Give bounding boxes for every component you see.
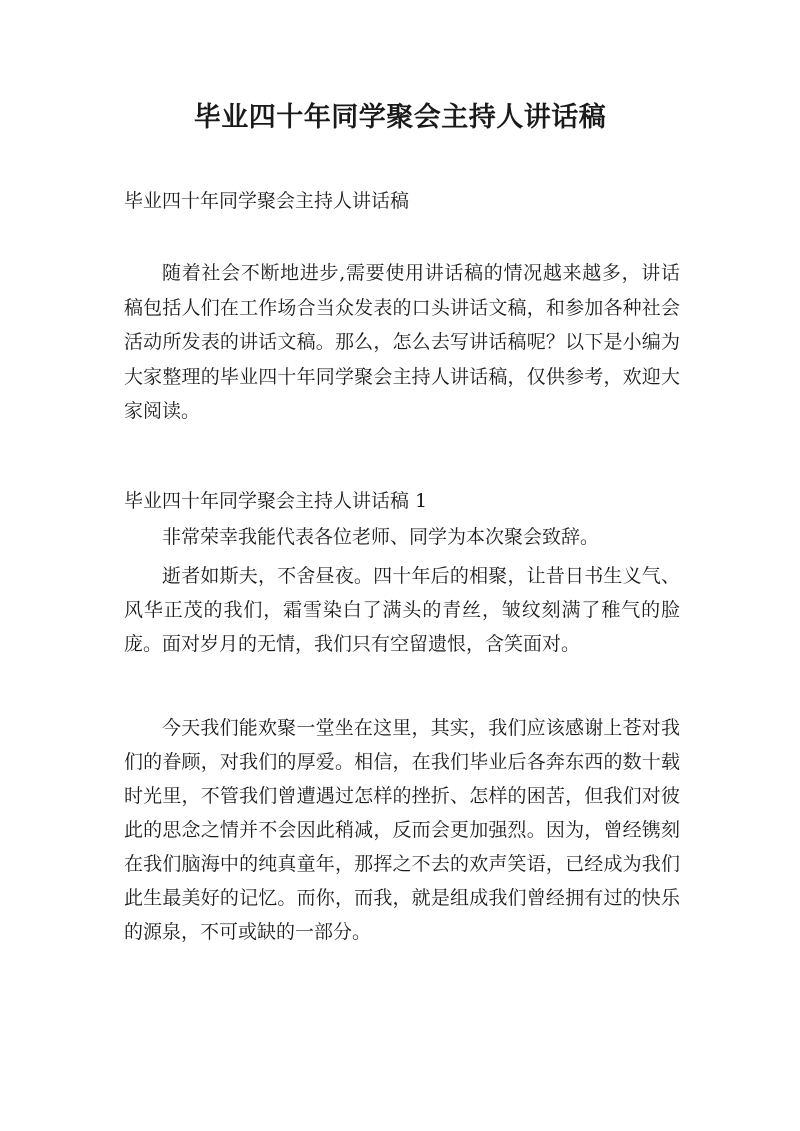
document-subtitle: 毕业四十年同学聚会主持人讲话稿 — [124, 190, 410, 212]
section-paragraph: 非常荣幸我能代表各位老师、同学为本次聚会致辞。 — [162, 526, 600, 548]
intro-paragraph: 随着社会不断地进步,需要使用讲话稿的情况越来越多，讲话稿包括人们在工作场合当众发表的口头讲话文稿，和参加各种社会活动所发表的讲话文稿。那么，怎么去写讲话稿呢？以下是小编为大家整理的毕业四十年同学聚会主持人讲话稿，仅供参考，欢迎大家阅读。 — [124, 262, 680, 422]
section-paragraph: 今天我们能欢聚一堂坐在这里，其实，我们应该感谢上苍对我们的眷顾，对我们的厚爱。相信，在我们毕业后各奔东西的数十载时光里，不管我们曾遭遇过怎样的挫折、怎样的困苦，但我们对彼此的思念之情并不会因此稍减，反而会更加强烈。因为，曾经镌刻在我们脑海中的纯真童年，那挥之不去的欢声笑语，已经成为我们此生最美好的记忆。而你，而我，就是组成我们曾经拥有过的快乐的源泉，不可或缺的一部分。 — [124, 717, 680, 943]
section-heading: 毕业四十年同学聚会主持人讲话稿 1 — [124, 490, 428, 512]
section-paragraph: 逝者如斯夫，不舍昼夜。四十年后的相聚，让昔日书生义气、风华正茂的我们，霜雪染白了满头的青丝，皱纹刻满了稚气的脸庞。面对岁月的无情，我们只有空留遗恨，含笑面对。 — [124, 565, 680, 655]
page-title: 毕业四十年同学聚会主持人讲话稿 — [193, 102, 607, 133]
